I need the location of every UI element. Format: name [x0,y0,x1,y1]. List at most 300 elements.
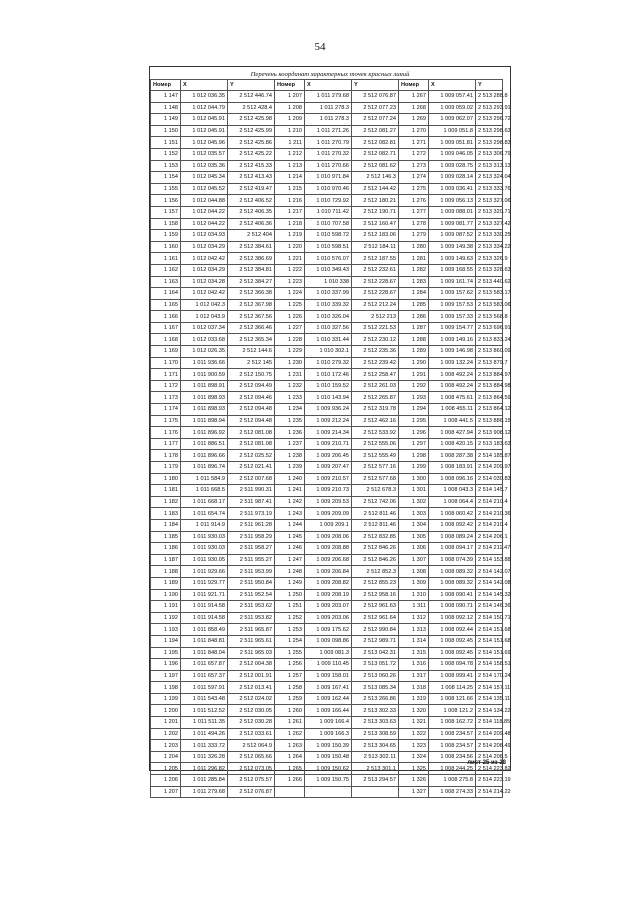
coord-y: 2 512 183.06 [352,230,399,242]
coord-x: 1 008 274.33 [429,786,476,798]
point-number: 1 307 [399,554,429,566]
point-number: 1 321 [399,717,429,729]
coord-y: 2 512 001.91 [228,670,275,682]
coord-y: 2 513 864.12 [476,404,503,416]
coord-x: 1 008 114.25 [429,682,476,694]
point-number: 1 159 [151,230,181,242]
coord-y: 2 513 051.72 [352,659,399,671]
coord-y: 2 512 021.41 [228,462,275,474]
coord-x: 1 009 081.77 [429,218,476,230]
table-row [151,659,503,671]
point-number: 1 245 [275,531,305,543]
point-number: 1 278 [399,218,429,230]
coord-y: 2 512 428.4 [228,102,275,114]
table-row [151,450,503,462]
coord-y: 2 513 296.72 [476,114,503,126]
coord-y: 2 512 094.49 [228,380,275,392]
point-number: 1 216 [275,195,305,207]
point-number: 1 155 [151,183,181,195]
coord-y: 2 512 013.41 [228,682,275,694]
coord-x: 1 012 034.93 [181,230,228,242]
coord-x: 1 011 285.84 [181,775,228,787]
coord-y: 2 514 209.97 [476,462,503,474]
table-row [151,102,503,114]
coord-x: 1 012 044.22 [181,218,228,230]
coord-y: 2 512 030.05 [228,705,275,717]
point-number: 1 213 [275,160,305,172]
point-number: 1 295 [399,415,429,427]
coord-x: 1 009 166.4 [305,717,352,729]
table-row [151,635,503,647]
coord-y: 2 512 577.68 [352,473,399,485]
coord-x: 1 009 150.48 [305,751,352,763]
coord-y: 2 514 223.19 [476,775,503,787]
table-row [151,519,503,531]
coord-y: 2 512 082.81 [352,137,399,149]
point-number: 1 224 [275,288,305,300]
point-number: 1 172 [151,380,181,392]
point-number: 1 254 [275,635,305,647]
coord-y: 2 511 950.84 [228,577,275,589]
point-number: 1 156 [151,195,181,207]
coord-y: 2 513 060.26 [352,670,399,682]
coord-x: 1 009 208.82 [305,577,352,589]
coord-x: 1 008 089.32 [429,577,476,589]
coord-x: 1 008 441.5 [429,415,476,427]
point-number: 1 168 [151,334,181,346]
coord-x: 1 008 475.61 [429,392,476,404]
point-number: 1 221 [275,253,305,265]
coord-y: 2 512 094.48 [228,404,275,416]
coord-y: 2 512 081.27 [352,125,399,137]
coord-y: 2 512 386.69 [228,253,275,265]
coord-x: 1 008 099.41 [429,670,476,682]
point-number: 1 181 [151,485,181,497]
table-row [151,172,503,184]
point-number: 1 265 [275,763,305,775]
coord-x: 1 010 159.52 [305,380,352,392]
point-number: 1 249 [275,577,305,589]
coord-y: 2 513 696.91 [476,322,503,334]
coord-x: 1 008 060.42 [429,508,476,520]
coord-y: 2 512 213 [352,311,399,323]
coord-y: 2 513 333.76 [476,183,503,195]
point-number: 1 200 [151,705,181,717]
table-row [151,392,503,404]
point-number: 1 314 [399,635,429,647]
point-number: 1 194 [151,635,181,647]
point-number: 1 323 [399,740,429,752]
point-number: 1 283 [399,276,429,288]
coord-y: 2 513 334.22 [476,241,503,253]
header-y: Y [228,80,275,91]
coord-y: 2 512 265.87 [352,392,399,404]
point-number: 1 175 [151,415,181,427]
coord-y: 2 512 852.3 [352,566,399,578]
coord-x: 1 008 275.8 [429,775,476,787]
point-number: 1 179 [151,462,181,474]
coord-y: 2 512 958.16 [352,589,399,601]
point-number: 1 218 [275,218,305,230]
table-row [151,682,503,694]
coord-y: 2 512 832.85 [352,531,399,543]
point-number: 1 264 [275,751,305,763]
coord-y: 2 511 987.41 [228,496,275,508]
coord-y: 2 511 973.19 [228,508,275,520]
coord-x: 1 009 062.07 [429,114,476,126]
coord-y: 2 512 384.81 [228,264,275,276]
coord-y: 2 512 384.61 [228,241,275,253]
coord-y: 2 513 583.06 [476,299,503,311]
point-number: 1 304 [399,519,429,531]
point-number: 1 173 [151,392,181,404]
coord-x: 1 009 212.24 [305,415,352,427]
coord-x: 1 011 858.49 [181,624,228,636]
coord-y: 2 512 212.24 [352,299,399,311]
coord-x: 1 009 167.41 [305,682,352,694]
coord-y: 2 513 864.59 [476,392,503,404]
coord-y: 2 512 366.38 [228,288,275,300]
coord-y: 2 513 328.63 [476,264,503,276]
point-number: 1 259 [275,693,305,705]
coord-x: 1 010 143.94 [305,392,352,404]
point-number: 1 273 [399,160,429,172]
coord-y: 2 512 406.36 [228,218,275,230]
coord-x: 1 011 326.28 [181,751,228,763]
table-row [151,775,503,787]
coord-y: 2 513 879.7 [476,357,503,369]
coord-y: 2 513 326.9 [476,253,503,265]
coord-x: 1 011 914.58 [181,612,228,624]
coord-y: 2 512 065.66 [228,751,275,763]
coord-y: 2 512 811.46 [352,519,399,531]
coord-y: 2 513 306.79 [476,148,503,160]
table-row [151,693,503,705]
coord-y: 2 512 073.05 [228,763,275,775]
coord-x: 1 009 081.3 [305,647,352,659]
coord-y: 2 514 223.82 [476,763,503,775]
point-number: 1 165 [151,299,181,311]
coord-x: 1 011 597.91 [181,682,228,694]
coord-y: 2 512 446.74 [228,91,275,103]
coord-y: 2 513 327.06 [476,195,503,207]
point-number: 1 280 [399,241,429,253]
point-number: 1 228 [275,334,305,346]
coord-y: 2 512 678.3 [352,485,399,497]
point-number: 1 235 [275,415,305,427]
point-number: 1 258 [275,682,305,694]
coord-x: 1 011 668.17 [181,496,228,508]
coord-x: 1 009 208.06 [305,531,352,543]
coord-x: 1 012 035.57 [181,148,228,160]
point-number: 1 207 [275,91,305,103]
table-row [151,91,503,103]
table-row [151,183,503,195]
coord-x: 1 010 279.32 [305,357,352,369]
header-y: Y [352,80,399,91]
coord-x: 1 011 657.37 [181,670,228,682]
coord-y: 2 512 961.63 [352,601,399,613]
point-number: 1 248 [275,566,305,578]
page-number: 54 [314,41,326,53]
coord-y: 2 512 081.08 [228,438,275,450]
point-number: 1 185 [151,531,181,543]
point-number: 1 294 [399,404,429,416]
coord-y: 2 513 301.1 [352,763,399,775]
point-number: 1 157 [151,206,181,218]
coord-y: 2 511 953.62 [228,601,275,613]
coord-y: 2 512 232.61 [352,264,399,276]
coord-y: 2 512 413.43 [228,172,275,184]
point-number: 1 277 [399,206,429,218]
coord-y: 2 514 158.51 [476,659,503,671]
coord-y [352,786,399,798]
point-number: 1 246 [275,543,305,555]
coord-x: 1 008 096.16 [429,473,476,485]
point-number: 1 226 [275,311,305,323]
point-number: 1 163 [151,276,181,288]
coord-y: 2 513 298.63 [476,125,503,137]
coord-x: 1 011 278.3 [305,114,352,126]
coord-x: 1 012 044.88 [181,195,228,207]
coord-x: 1 011 848.81 [181,635,228,647]
coord-y: 2 513 042.31 [352,647,399,659]
coord-y: 2 512 235.36 [352,346,399,358]
table-row [151,311,503,323]
coord-y: 2 511 953.82 [228,612,275,624]
coord-y: 2 513 568.8 [476,311,503,323]
coord-y: 2 512 187.55 [352,253,399,265]
coord-y: 2 512 228.67 [352,276,399,288]
point-number: 1 252 [275,612,305,624]
table-row [151,438,503,450]
coord-y: 2 513 302.11 [352,751,399,763]
point-number: 1 269 [399,114,429,126]
coord-x: 1 012 045.34 [181,172,228,184]
header-y: Y [476,80,503,91]
coord-y: 2 514 209.48 [476,728,503,740]
coord-y: 2 514 210.4 [476,519,503,531]
coord-y: 2 512 742.06 [352,496,399,508]
coord-y: 2 512 180.21 [352,195,399,207]
table-row [151,369,503,381]
point-number: 1 160 [151,241,181,253]
coord-y: 2 512 855.23 [352,577,399,589]
coord-y: 2 511 965.03 [228,647,275,659]
table-row [151,577,503,589]
coord-x: 1 009 210.73 [305,485,352,497]
point-number: 1 308 [399,566,429,578]
coord-x: 1 009 157.53 [429,299,476,311]
point-number: 1 237 [275,438,305,450]
coord-x: 1 009 150.62 [305,763,352,775]
coord-x: 1 009 149.16 [429,334,476,346]
coord-x: 1 009 206.68 [305,554,352,566]
coord-y: 2 511 965.61 [228,635,275,647]
coord-x: 1 012 043.9 [181,311,228,323]
coord-y: 2 514 170.24 [476,670,503,682]
coord-x: 1 011 930.05 [181,554,228,566]
coord-y: 2 511 953.99 [228,566,275,578]
point-number: 1 171 [151,369,181,381]
point-number: 1 301 [399,485,429,497]
coord-y: 2 513 266.86 [352,693,399,705]
coord-y: 2 512 415.33 [228,160,275,172]
coord-y: 2 512 425.99 [228,125,275,137]
table-row [151,137,503,149]
coord-x: 1 011 930.03 [181,531,228,543]
point-number: 1 275 [399,183,429,195]
coord-y: 2 513 884.98 [476,380,503,392]
coord-x: 1 009 207.47 [305,462,352,474]
table-row [151,612,503,624]
point-number: 1 202 [151,728,181,740]
point-number: 1 319 [399,693,429,705]
coord-x: 1 008 043.3 [429,485,476,497]
coord-y: 2 514 151.69 [476,647,503,659]
table-row [151,415,503,427]
coord-y: 2 514 206.1 [476,531,503,543]
coord-x: 1 009 036.41 [429,183,476,195]
coord-y: 2 512 406.52 [228,195,275,207]
point-number: 1 306 [399,543,429,555]
table-row [151,357,503,369]
coord-y: 2 514 145.7 [476,485,503,497]
coord-y: 2 512 221.53 [352,322,399,334]
coord-y: 2 513 440.62 [476,276,503,288]
coord-x: 1 010 576.07 [305,253,352,265]
coord-x: 1 009 209.09 [305,508,352,520]
point-number: 1 309 [399,577,429,589]
point-number: 1 239 [275,462,305,474]
point-number: 1 247 [275,554,305,566]
coord-x: 1 010 971.84 [305,172,352,184]
coord-y: 2 514 185.87 [476,450,503,462]
point-number: 1 189 [151,577,181,589]
coord-x: 1 011 914.9 [181,519,228,531]
coord-x: 1 011 270.66 [305,160,352,172]
point-number: 1 197 [151,670,181,682]
point-number: 1 167 [151,322,181,334]
point-number: 1 266 [275,775,305,787]
point-number: 1 182 [151,496,181,508]
point-number: 1 211 [275,137,305,149]
coord-y: 2 513 860.09 [476,346,503,358]
point-number: 1 250 [275,589,305,601]
coord-x: 1 010 349.43 [305,264,352,276]
point-number: 1 310 [399,589,429,601]
table-row [151,705,503,717]
coord-y: 2 514 151.68 [476,624,503,636]
point-number: 1 164 [151,288,181,300]
coord-x: 1 009 166.3 [305,728,352,740]
coord-y: 2 511 961.28 [228,519,275,531]
coord-x: 1 008 064.4 [429,496,476,508]
point-number: 1 176 [151,427,181,439]
point-number: 1 296 [399,427,429,439]
coord-y: 2 512 030.28 [228,717,275,729]
table-row [151,114,503,126]
coord-x: 1 011 930.03 [181,543,228,555]
coord-y: 2 514 210.36 [476,508,503,520]
coord-y: 2 512 094.46 [228,392,275,404]
coord-x: 1 009 028.75 [429,160,476,172]
point-number: 1 150 [151,125,181,137]
coord-x: 1 010 707.58 [305,218,352,230]
point-number: 1 272 [399,148,429,160]
point-number: 1 263 [275,740,305,752]
point-number: 1 214 [275,172,305,184]
point-number: 1 241 [275,485,305,497]
coord-x: 1 008 094.78 [429,659,476,671]
coord-y: 2 513 583.17 [476,288,503,300]
coord-y: 2 513 884.97 [476,369,503,381]
coord-x: 1 008 092.45 [429,647,476,659]
point-number: 1 151 [151,137,181,149]
coord-x: 1 008 455.11 [429,404,476,416]
table-row [151,717,503,729]
point-number: 1 188 [151,566,181,578]
coord-x: 1 009 936.24 [305,404,352,416]
coord-x: 1 011 900.59 [181,369,228,381]
point-number: 1 152 [151,148,181,160]
header-number: Номер [275,80,305,91]
coord-x: 1 012 042.42 [181,288,228,300]
sheet-label: лист 25 из 28 [467,760,506,766]
header-number: Номер [399,80,429,91]
coord-x: 1 010 729.92 [305,195,352,207]
point-number: 1 274 [399,172,429,184]
coord-x: 1 011 296.82 [181,763,228,775]
coord-x: 1 011 270.79 [305,137,352,149]
coord-y: 2 512 425.86 [228,137,275,149]
point-number [275,786,305,798]
coord-x: 1 012 042.42 [181,253,228,265]
point-number: 1 288 [399,334,429,346]
header-x: X [429,80,476,91]
coord-x: 1 011 929.66 [181,566,228,578]
header-x: X [181,80,228,91]
point-number: 1 316 [399,659,429,671]
coord-x: 1 011 271.26 [305,125,352,137]
coord-x: 1 011 668.5 [181,485,228,497]
coord-y: 2 512 425.22 [228,148,275,160]
table-row [151,346,503,358]
coord-x: 1 011 494.26 [181,728,228,740]
point-number: 1 286 [399,311,429,323]
coord-x: 1 012 034.29 [181,241,228,253]
coord-x: 1 011 278.3 [305,102,352,114]
coord-y: 2 514 208.5 [476,751,503,763]
table-row [151,125,503,137]
point-number: 1 195 [151,647,181,659]
coord-y: 2 512 230.12 [352,334,399,346]
coord-x: 1 009 051.8 [429,125,476,137]
coord-x: 1 009 203.06 [305,612,352,624]
coord-x: 1 011 511.35 [181,717,228,729]
coord-x: 1 008 492.24 [429,380,476,392]
coord-y: 2 514 211.47 [476,543,503,555]
coord-y: 2 513 908.12 [476,427,503,439]
coord-x: 1 011 896.66 [181,450,228,462]
coord-x: 1 010 302.1 [305,346,352,358]
point-number: 1 199 [151,693,181,705]
coord-y: 2 512 007.68 [228,473,275,485]
coord-x: 1 008 234.57 [429,740,476,752]
point-number: 1 220 [275,241,305,253]
table-row [151,230,503,242]
coord-x: 1 008 074.39 [429,554,476,566]
